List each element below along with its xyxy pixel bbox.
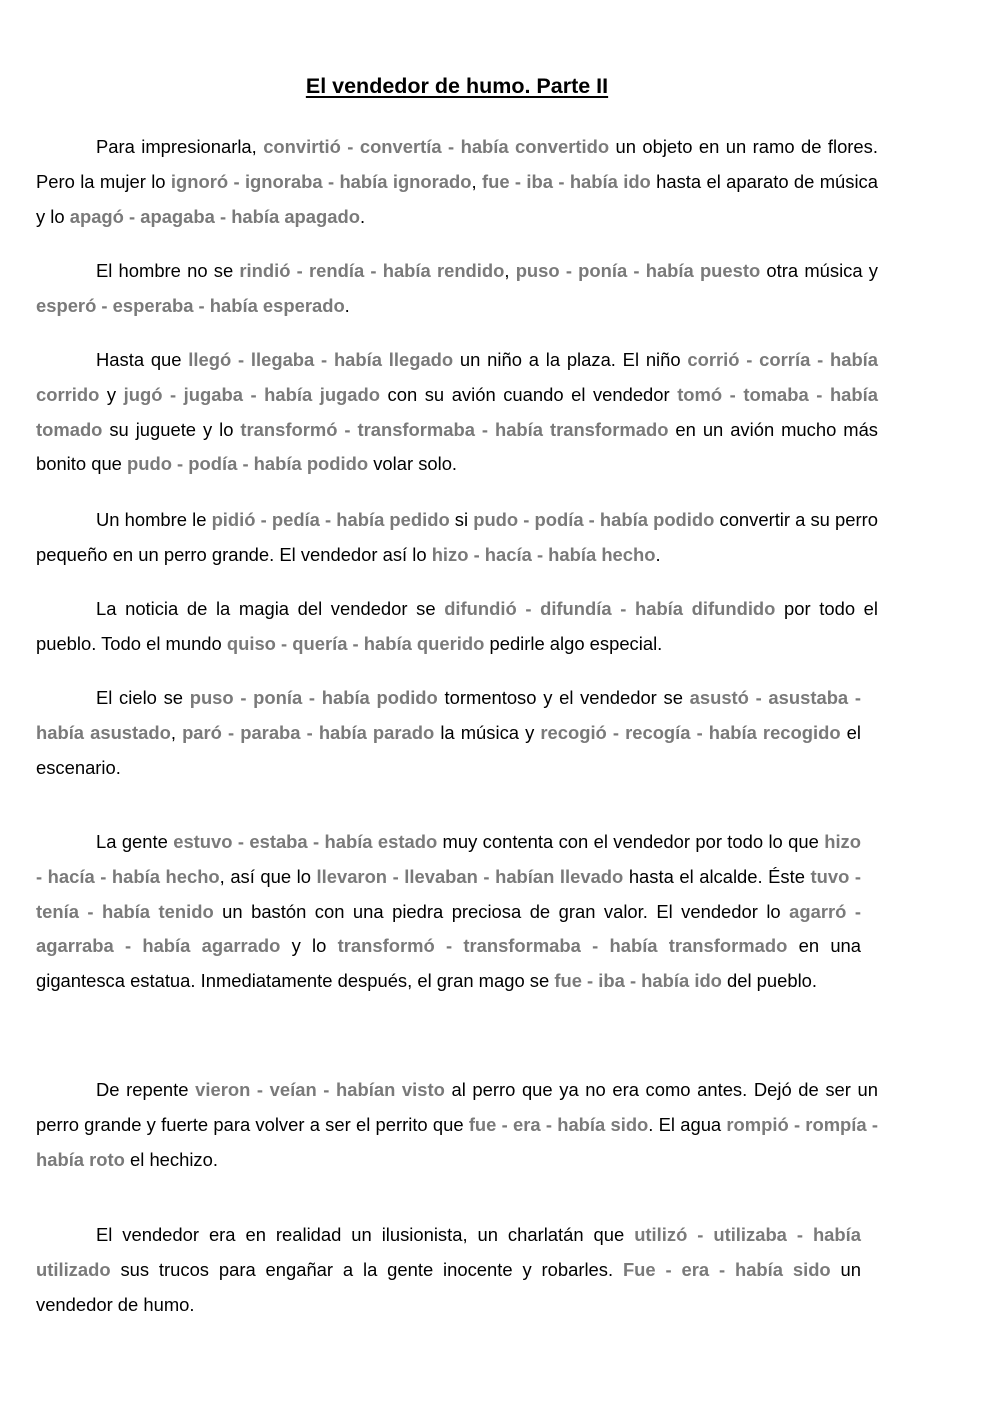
verb-options: rindió - rendía - había rendido: [239, 260, 505, 281]
paragraph-2: El hombre no se rindió - rendía - había rendido, puso - ponía - había puesto otra música y esperó - esperaba - había esperado.: [36, 260, 878, 316]
verb-options: esperó - esperaba - había esperado: [36, 294, 345, 316]
verb-options: tomó - tomaba - había tomado: [36, 383, 878, 440]
paragraph-6: El cielo se puso - ponía - había podido tormentoso y el vendedor se asustó - asustaba - había asustado, paró - paraba - había parado la música y recogió - recogía - había recogido el escenario.: [36, 687, 861, 778]
paragraph-3: Hasta que llegó - llegaba - había llegado un niño a la plaza. El niño corrió - corría - había corrido y jugó - jugaba - había jugado con su avión cuando el vendedor tomó - tomaba - había tomado su juguete y lo transformó - transformaba - había transformado en un avión mucho más bonito que pudo - podía - había podido volar solo.: [36, 349, 879, 475]
paragraph-8: De repente vieron - veían - habían visto al perro que ya no era como antes. Dejó de ser un perro grande y fuerte para volver a ser el perrito que fue - era - había sido. El agua rompió - rompía - había roto el hechizo.: [36, 1079, 878, 1170]
paragraph-7: La gente estuvo - estaba - había estado muy contenta con el vendedor por todo lo que hizo - hacía - había hecho, así que lo llevaron - llevaban - habían llevado hasta el alcalde. Éste tuvo - tenía - había tenido un bastón con una piedra preciosa de gran valor. El vendedor lo agarró - agarraba - había agarrado y lo transformó - transformaba - había transformado en una gigantesca estatua. Inmediatamente después, el gran mago se fue - iba - había ido del pueblo.: [36, 831, 862, 992]
verb-options: fue - era - había sido: [468, 1113, 649, 1135]
verb-options: fue - iba - había ido: [554, 970, 722, 992]
verb-options: recogió - recogía - había recogido: [540, 721, 841, 743]
verb-options: Fue - era - había sido: [622, 1258, 831, 1280]
verb-options: quiso - quería - había querido: [226, 632, 485, 654]
page-title: El vendedor de humo. Parte II: [305, 74, 609, 98]
verb-options: corrió - corría - había corrido: [36, 349, 879, 405]
verb-options: pudo - podía - había podido: [127, 453, 369, 475]
verb-options: hizo - hacía - había hecho: [431, 543, 656, 565]
verb-options: transformó - transformaba - había transformado: [337, 935, 788, 957]
verb-options: utilizó - utilizaba - había utilizado: [36, 1224, 861, 1280]
verb-options: transformó - transformaba - había transformado: [240, 418, 669, 440]
verb-options: paró - paraba - había parado: [182, 721, 435, 743]
verb-options: puso - ponía - había podido: [189, 687, 438, 708]
verb-options: jugó - jugaba - había jugado: [123, 383, 380, 405]
verb-options: convirtió - convertía - había convertido: [263, 136, 610, 157]
paragraph-9: El vendedor era en realidad un ilusionista, un charlatán que utilizó - utilizaba - había utilizado sus trucos para engañar a la gente inocente y robarles. Fue - era - había sido un vendedor de humo.: [36, 1224, 861, 1315]
verb-options: vieron - veían - habían visto: [195, 1079, 445, 1100]
verb-options: hizo - hacía - había hecho: [36, 831, 861, 887]
verb-options: rompió - rompía - había roto: [36, 1113, 878, 1170]
verb-options: pidió - pedía - había pedido: [211, 509, 450, 530]
verb-options: estuvo - estaba - había estado: [173, 831, 438, 852]
verb-options: apagó - apagaba - había apagado: [69, 205, 360, 227]
paragraph-5: La noticia de la magia del vendedor se difundió - difundía - había difundido por todo el pueblo. Todo el mundo quiso - quería - había querido pedirle algo especial.: [36, 598, 878, 654]
verb-options: agarró - agarraba - había agarrado: [36, 900, 861, 957]
verb-options: asustó - asustaba - había asustado: [36, 687, 861, 743]
paragraph-1: Para impresionarla, convirtió - convertía - había convertido un objeto en un ramo de flores. Pero la mujer lo ignoró - ignoraba - había ignorado, fue - iba - había ido hasta el aparato de música y lo apagó - apagaba - había apagado.: [36, 136, 878, 227]
verb-options: puso - ponía - había puesto: [515, 260, 761, 281]
verb-options: difundió - difundía - había difundido: [444, 598, 776, 619]
verb-options: llegó - llegaba - había llegado: [188, 349, 454, 370]
verb-options: fue - iba - había ido: [481, 170, 651, 192]
verb-options: tuvo - tenía - había tenido: [36, 865, 862, 922]
verb-options: pudo - podía - había podido: [473, 509, 715, 530]
paragraph-4: Un hombre le pidió - pedía - había pedido si pudo - podía - había podido convertir a su perro pequeño en un perro grande. El vendedor así lo hizo - hacía - había hecho.: [36, 509, 878, 565]
verb-options: llevaron - llevaban - habían llevado: [316, 865, 624, 887]
verb-options: ignoró - ignoraba - había ignorado: [170, 170, 472, 192]
